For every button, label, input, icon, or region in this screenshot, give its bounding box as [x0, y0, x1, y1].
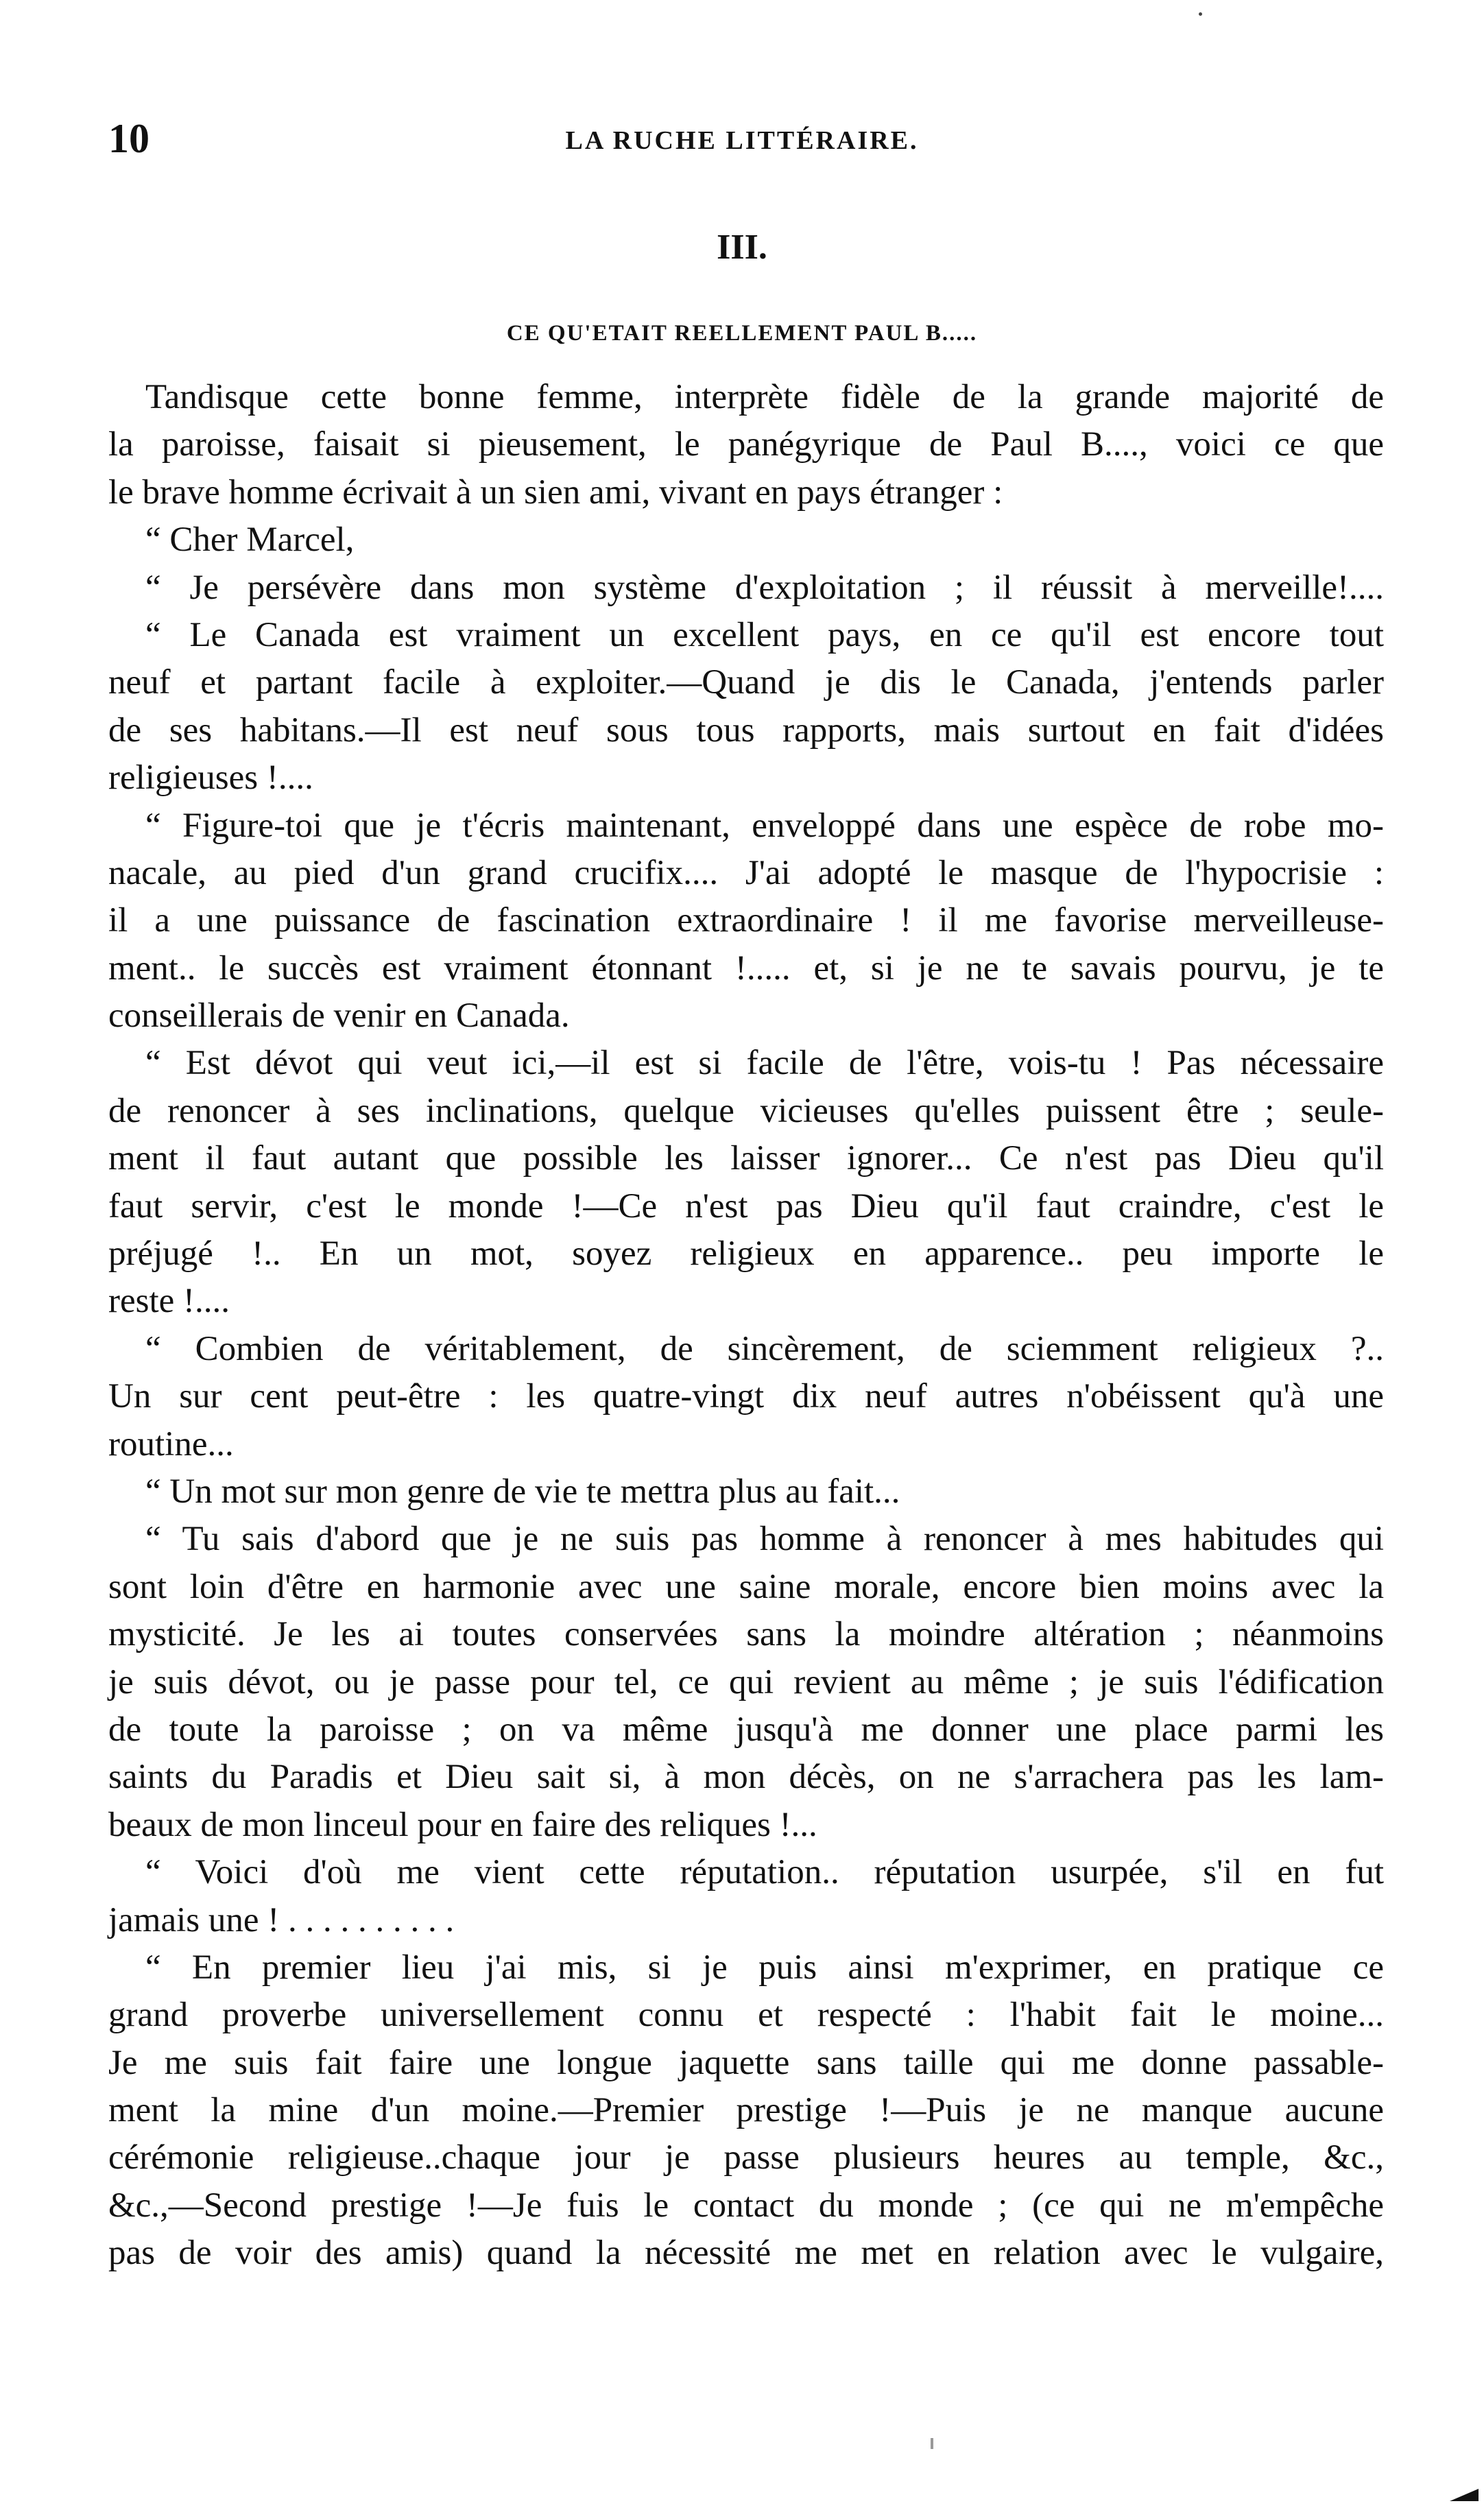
text-line: beaux de mon linceul pour en faire des reliques !... — [108, 1805, 817, 1844]
text-line: “ Est dévot qui veut ici,—il est si facile de l'être, vois-tu ! Pas nécessaire — [145, 1044, 1384, 1083]
text-line: “ Voici d'où me vient cette réputation.. réputation usurpée, s'il en fut — [145, 1853, 1384, 1892]
text-line: Un sur cent peut-être : les quatre-vingt dix neuf autres n'obéissent qu'à une — [108, 1377, 1384, 1416]
text-line: de toute la paroisse ; on va même jusqu'à me donner une place parmi les — [108, 1710, 1384, 1749]
text-line: “ Cher Marcel, — [145, 521, 355, 560]
text-line: religieuses !.... — [108, 759, 313, 798]
text-line: “ Combien de véritablement, de sincèrement, de sciemment religieux ?.. — [145, 1329, 1384, 1368]
text-line: “ Tu sais d'abord que je ne suis pas homme à renoncer à mes habitudes qui — [145, 1520, 1384, 1559]
text-line: de renoncer à ses inclinations, quelque vicieuses qu'elles puissent être ; seule- — [108, 1091, 1384, 1130]
chapter-number: III. — [717, 228, 767, 267]
scan-speck — [1199, 12, 1202, 16]
text-line: nacale, au pied d'un grand crucifix.... J'ai adopté le masque de l'hypocrisie : — [108, 853, 1384, 892]
text-line: je suis dévot, ou je passe pour tel, ce qui revient au même ; je suis l'édification — [108, 1662, 1384, 1701]
text-line: faut servir, c'est le monde !—Ce n'est pas Dieu qu'il faut craindre, c'est le — [108, 1186, 1384, 1226]
text-line: &c.,—Second prestige !—Je fuis le contact du monde ; (ce qui ne m'empêche — [108, 2186, 1384, 2225]
text-line: “ En premier lieu j'ai mis, si je puis ainsi m'exprimer, en pratique ce — [145, 1948, 1384, 1987]
text-line: la paroisse, faisait si pieusement, le panégyrique de Paul B...., voici ce que — [108, 425, 1384, 464]
text-line: ment.. le succès est vraiment étonnant !..... et, si je ne te savais pourvu, je te — [108, 948, 1384, 988]
text-line: saints du Paradis et Dieu sait si, à mon décès, on ne s'arrachera pas les lam- — [108, 1758, 1384, 1797]
chapter-title: CE QU'ETAIT REELLEMENT PAUL B..... — [506, 321, 978, 346]
text-line: Je me suis fait faire une longue jaquette sans taille qui me donne passable- — [108, 2043, 1384, 2082]
text-line: Tandisque cette bonne femme, interprète fidèle de la grande majorité de — [145, 378, 1384, 416]
text-line: le brave homme écrivait à un sien ami, vivant en pays étranger : — [108, 473, 1003, 512]
text-line: mysticité. Je les ai toutes conservées sans la moindre altération ; néanmoins — [108, 1615, 1384, 1654]
text-line: conseillerais de venir en Canada. — [108, 996, 570, 1036]
text-line: préjugé !.. En un mot, soyez religieux en apparence.. peu importe le — [108, 1234, 1384, 1274]
text-line: ment il faut autant que possible les laisser ignorer... Ce n'est pas Dieu qu'il — [108, 1139, 1384, 1178]
text-line: il a une puissance de fascination extraordinaire ! il me favorise merveilleuse- — [108, 901, 1384, 940]
page-number: 10 — [108, 116, 149, 161]
text-line: routine... — [108, 1424, 234, 1464]
text-line: cérémonie religieuse..chaque jour je passe plusieurs heures au temple, &c., — [108, 2138, 1384, 2177]
text-line: ment la mine d'un moine.—Premier prestige !—Puis je ne manque aucune — [108, 2091, 1384, 2130]
text-line: jamais une ! . . . . . . . . . . — [108, 1900, 455, 1939]
corner-mark — [1450, 2489, 1479, 2501]
body-text — [108, 374, 1384, 2278]
text-line: “ Figure-toi que je t'écris maintenant, enveloppé dans une espèce de robe mo- — [145, 806, 1384, 845]
text-line: grand proverbe universellement connu et respecté : l'habit fait le moine... — [108, 1996, 1384, 2035]
text-line: sont loin d'être en harmonie avec une saine morale, encore bien moins avec la — [108, 1567, 1384, 1606]
text-line: neuf et partant facile à exploiter.—Quand je dis le Canada, j'entends parler — [108, 663, 1384, 702]
running-head: LA RUCHE LITTÉRAIRE. — [565, 126, 919, 155]
scan-mark — [931, 2438, 933, 2449]
text-line: pas de voir des amis) quand la nécessité me met en relation avec le vulgaire, — [108, 2234, 1384, 2273]
text-line: de ses habitans.—Il est neuf sous tous rapports, mais surtout en fait d'idées — [108, 710, 1384, 750]
text-line: “ Le Canada est vraiment un excellent pays, en ce qu'il est encore tout — [145, 615, 1384, 654]
text-line: “ Je persévère dans mon système d'exploitation ; il réussit à merveille!.... — [145, 568, 1384, 607]
text-line: “ Un mot sur mon genre de vie te mettra plus au fait... — [145, 1472, 900, 1511]
text-line: reste !.... — [108, 1282, 230, 1321]
